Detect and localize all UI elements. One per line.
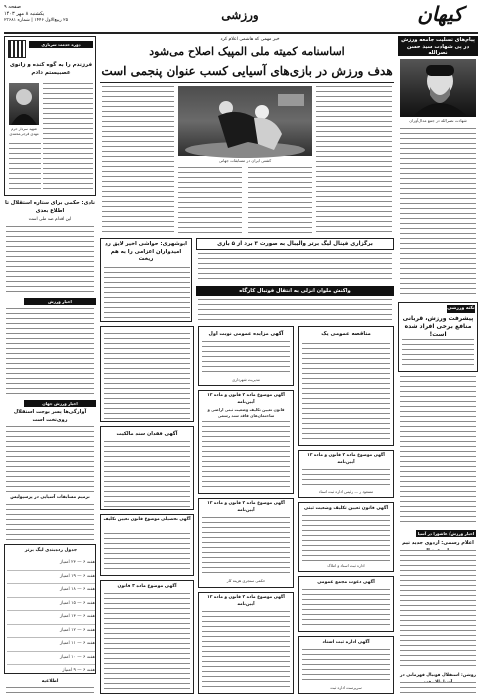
sports-point-box — [398, 302, 478, 372]
ad-title: آگهی موضوع ماده ۳ قانون و ماده ۱۳ آیین‌نامه — [307, 453, 385, 465]
right-body-text-3 — [400, 550, 476, 670]
world-headline: آوارگی‌ها پسر بوجت استقلال روی‌تخت است — [13, 409, 87, 423]
ad-text — [104, 333, 190, 419]
lead-headline-1: اساسنامه کمیته ملی المپیک اصلاح می‌شود — [149, 45, 345, 58]
ad-box — [198, 592, 294, 694]
volleyball-text — [198, 253, 392, 283]
lead-kicker: خبر مهمی که هاشمی اعلام کرد — [220, 37, 280, 42]
abushahri-headline: ابوشهری: حواشی اخیر لایق رد امیدواران اعزامی را به هم ریخت — [105, 241, 187, 262]
military-box — [4, 36, 96, 196]
table-row: هفته ۶ — ۱۸ امتیاز — [7, 584, 95, 598]
ad-box — [198, 390, 294, 494]
left-column — [4, 36, 96, 696]
footer-text — [6, 687, 94, 696]
ad-box — [298, 450, 394, 498]
ads-grid — [100, 326, 394, 696]
box-text — [402, 339, 474, 369]
ad-text — [302, 515, 390, 561]
volleyball-banner-box — [196, 238, 394, 250]
photo-caption: شهادت نصرالله در جمع مدال‌آوران — [409, 118, 467, 123]
issue-line: ۲۵ ربیع‌الاول ۱۴۴۶ | شماره ۲۳۶۸۱ — [4, 18, 69, 23]
ad-text — [302, 649, 390, 683]
ad-box — [198, 498, 294, 588]
person-photo — [9, 83, 39, 125]
military-headline: فرزندم را به گوه کنده و زانوی عصبیستم دادم — [9, 62, 93, 76]
ad-title: مناقصه عمومی یک — [321, 331, 371, 337]
ad-text — [302, 589, 390, 629]
right-column — [398, 36, 478, 696]
bottom-headline: اعلام رسمی: اردوی جدید تیم — [402, 540, 474, 546]
ad-title: آگهی دعوت مجمع عمومی — [317, 580, 375, 585]
page-number: صفحه ۹ — [4, 4, 21, 10]
volleyball-story — [196, 238, 394, 322]
military-tag: دوره خدمت سربازی — [29, 41, 93, 48]
malavan-banner: واکنش ملوان انزلی به انتقال فوتبال کارگاه — [196, 286, 394, 296]
ad-title: آگهی موضوع ماده ۳ قانون و ماده ۱۳ آیین‌نامه — [207, 393, 285, 405]
nadi-text — [6, 226, 94, 296]
ad-box — [298, 326, 394, 446]
newspaper-logo: کیهان — [417, 2, 463, 26]
ad-text — [202, 611, 290, 691]
wrestlers-icon — [178, 86, 312, 156]
bottom-bar: اخبار ورزش/ عاشورا در آسیا — [417, 531, 475, 536]
ad-text — [302, 469, 390, 487]
volleyball-banner: برگزاری فینال لیگ برتر والیبال به صورت ۳ برد از ۵ بازی — [217, 241, 373, 247]
ad-box — [298, 502, 394, 572]
wrestling-photo — [178, 86, 312, 156]
ad-text — [104, 533, 190, 573]
ad-title — [103, 330, 191, 331]
portrait-icon — [400, 59, 476, 117]
abushahri-text — [104, 267, 190, 319]
ad-box — [100, 580, 194, 694]
lead-photo-caption: کشتی ایران در مسابقات جهانی — [218, 158, 272, 163]
ad-text — [104, 441, 190, 507]
world-sub: ترمیم مسابقات آسیایی در پرسپولیس — [10, 495, 90, 500]
lead-headline-2: هدف ورزش در بازی‌های آسیایی کسب عنوان پنجمی است — [101, 64, 393, 78]
masthead — [0, 0, 482, 38]
box-title: نکته ورزشی — [447, 306, 475, 311]
ad-title: آگهی موضوع ماده ۳ قانون — [117, 584, 177, 589]
world-text — [6, 426, 94, 492]
ad-signature: حکمی سنجری هزینه کار — [226, 578, 266, 583]
condolence-headline: پیام‌های تسلیت جامعه ورزش در پی شهادت سید حسن نصرالله — [398, 36, 478, 56]
box-headline: پیشرفت ورزش، قربانی منافع برخی افراد شده است! — [402, 315, 474, 338]
ad-signature: اداره ثبت اسناد و املاک — [327, 563, 365, 568]
lead-story — [100, 36, 394, 236]
ad-text — [104, 593, 190, 691]
section-title: ورزشی — [221, 8, 259, 22]
ad-title: آگهی فقدان سند مالکیت — [116, 431, 178, 437]
ad-title: آگهی مزایده عمومی نوبت اول — [208, 331, 284, 337]
lead-text-mid-2 — [248, 167, 312, 234]
ad-text — [202, 517, 290, 575]
table-row: هفته ۶ — ۱۹ امتیاز — [7, 571, 95, 585]
league-table — [4, 544, 96, 674]
portrait-icon — [9, 83, 39, 125]
ad-title: آگهی موضوع ماده ۳ قانون و ماده ۱۳ آیین‌نامه — [207, 501, 285, 513]
table-row: هفته ۶ — ۹ امتیاز — [62, 668, 95, 673]
ad-subtitle: قانون تعیین تکلیف وضعیت ثبتی اراضی و ساختمان‌های فاقد سند رسمی — [207, 407, 285, 418]
ad-text — [202, 421, 290, 491]
nasrallah-photo — [400, 59, 476, 117]
military-text — [43, 83, 93, 191]
sports-news-bar: اخبار ورزش — [24, 298, 96, 305]
ad-signature: مدیریت شهرداری — [232, 377, 260, 382]
nadi-headline: نادی: حکمی برای ستاره استقلال تا اطلاع بعدی — [5, 200, 95, 214]
world-news-bar: اخبار ورزش جهان — [24, 400, 96, 407]
ad-box — [198, 326, 294, 386]
table-title: جدول رده‌بندی لیگ برتر — [24, 548, 78, 553]
table-row: هفته ۶ — ۱۱ امتیاز — [7, 638, 95, 652]
abushahri-story — [100, 238, 192, 322]
ad-box — [298, 576, 394, 632]
ad-text — [202, 341, 290, 375]
nadi-sub: این اقدام ضد ملی است — [28, 217, 72, 222]
ad-box — [100, 514, 194, 576]
lead-text-right — [316, 86, 392, 234]
person-caption: شهید سردار حرم مهدی فرجی‌محمدی — [9, 127, 39, 136]
news-text — [6, 308, 94, 396]
table-row: هفته ۶ — ۱۳ امتیاز — [7, 611, 95, 625]
ad-title: آگهی اداره ثبت اسناد — [322, 640, 370, 645]
table-row: هفته ۶ — ۱۰ امتیاز — [7, 652, 95, 666]
masthead-rule — [4, 32, 478, 34]
bottom-subheadline: روشن: استقلال فوتبال قهرمانی در — [400, 673, 476, 678]
world-text-2 — [6, 504, 94, 540]
military-text-2 — [9, 143, 41, 191]
ad-box — [298, 636, 394, 694]
ad-title: آگهی قانون تعیین تکلیف وضعیت ثبتی — [304, 506, 388, 511]
table-row: هفته ۶ — ۱۵ امتیاز — [7, 598, 95, 612]
lead-text-left — [102, 86, 174, 234]
table-row: هفته ۶ — ۱۲ امتیاز — [7, 625, 95, 639]
ad-signature: سرپرست اداره ثبت — [330, 685, 362, 690]
lead-text-mid — [178, 167, 242, 234]
date-line: یکشنبه ۸ مهر ۱۴۰۳ — [4, 11, 45, 17]
right-body-text-4 — [400, 682, 476, 696]
ad-signature: مسعود ر — رئیس اداره ثبت اسناد — [318, 489, 374, 494]
ad-box — [100, 326, 194, 422]
table-row: هفته ۶ — ۲۳ امتیاز — [7, 557, 95, 571]
ad-title: آگهی تحصیلی موضوع قانون تعیین تکلیف — [103, 517, 191, 522]
right-body-text — [400, 128, 476, 298]
ad-box — [100, 426, 194, 510]
ad-title: آگهی موضوع ماده ۳ قانون و ماده ۱۳ آیین‌نامه — [207, 595, 285, 607]
table-rows — [7, 557, 95, 673]
book-icon — [8, 40, 26, 58]
right-body-text-2 — [400, 376, 476, 526]
lead-rule — [100, 82, 394, 83]
ad-text — [302, 343, 390, 443]
malavan-text — [198, 299, 392, 321]
footer-notice: اطلاعیه — [41, 679, 59, 684]
